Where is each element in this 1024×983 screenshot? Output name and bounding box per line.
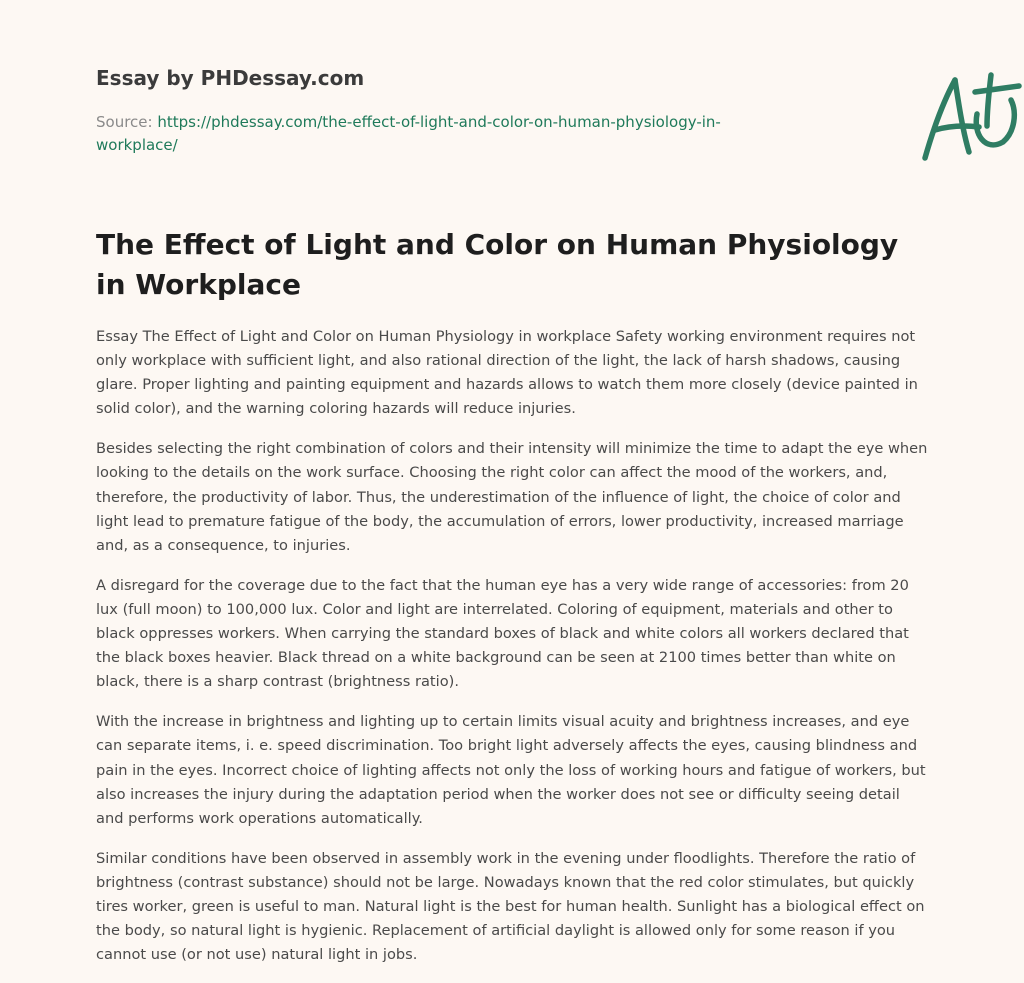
source-link[interactable]: https://phdessay.com/the-effect-of-light-and-color-on-human-physiology-in-workplace/ bbox=[96, 113, 721, 154]
logo-stroke-loop bbox=[976, 100, 1014, 145]
essay-paragraph: A disregard for the coverage due to the fact that the human eye has a very wide range of accessories: from 20 lux (full moon) to 100,000 lux. Color and light are interrelated. Coloring of equipment, materials and other to black oppresses workers. When carrying the standard boxes of black and white colors all workers declared that the black boxes heavier. Black thread on a white background can be seen at 2100 times better than white on black, there is a sharp contrast (brightness ratio). bbox=[96, 576, 909, 691]
source-line bbox=[96, 111, 736, 157]
logo-stroke-cross bbox=[935, 126, 979, 130]
essay-paragraph: Similar conditions have been observed in assembly work in the evening under floodlights. Therefore the ratio of brightness (contrast substance) should not be large. Nowadays known that the red color stimulates, but quickly tires worker, green is useful to man. Natural light is the best for human health. Sunlight has a biological effect on the body, so natural light is hygienic. Replacement of artificial daylight is allowed only for some reason if you cannot use (or not use) natural light in jobs. bbox=[96, 849, 925, 964]
essay-title: The Effect of Light and Color on Human Physiology in Workplace bbox=[96, 228, 899, 301]
site-brand: Essay by PHDessay.com bbox=[96, 66, 365, 90]
logo-stroke-left bbox=[925, 80, 955, 158]
essay-paragraph: With the increase in brightness and lighting up to certain limits visual acuity and brightness increases, and eye can separate items, i. e. speed discrimination. Too bright light adversely affects the eyes, causing blindness and pain in the eyes. Incorrect choice of lighting affects not only the loss of working hours and fatigue of workers, but also increases the injury during the adaptation period when the worker does not see or difficulty seeing detail and performs work operations automatically. bbox=[96, 713, 926, 827]
essay-paragraph: Besides selecting the right combination of colors and their intensity will minimize the time to adapt the eye when looking to the details on the work surface. Choosing the right color can affect the mood of the workers, and, therefore, the productivity of labor. Thus, the underestimation of the influence of light, the choice of color and light lead to premature fatigue of the body, the accumulation of errors, lower productivity, increased marriage and, as a consequence, to injuries. bbox=[96, 440, 928, 554]
essay-paragraph: Essay The Effect of Light and Color on Human Physiology in workplace Safety working environment requires not only workplace with sufficient light, and also rational direction of the light, the lack of harsh shadows, causing glare. Proper lighting and painting equipment and hazards allows to watch them more closely (device painted in solid color), and the warning coloring hazards will reduce injuries. bbox=[96, 328, 918, 418]
essay-body bbox=[96, 325, 928, 983]
logo-stroke-right bbox=[955, 80, 969, 152]
logo-stroke-plus-v bbox=[987, 75, 991, 126]
logo-stroke-plus-h bbox=[975, 86, 1019, 92]
a-plus-grade-icon bbox=[919, 70, 1024, 164]
source-label: Source: bbox=[96, 113, 158, 131]
